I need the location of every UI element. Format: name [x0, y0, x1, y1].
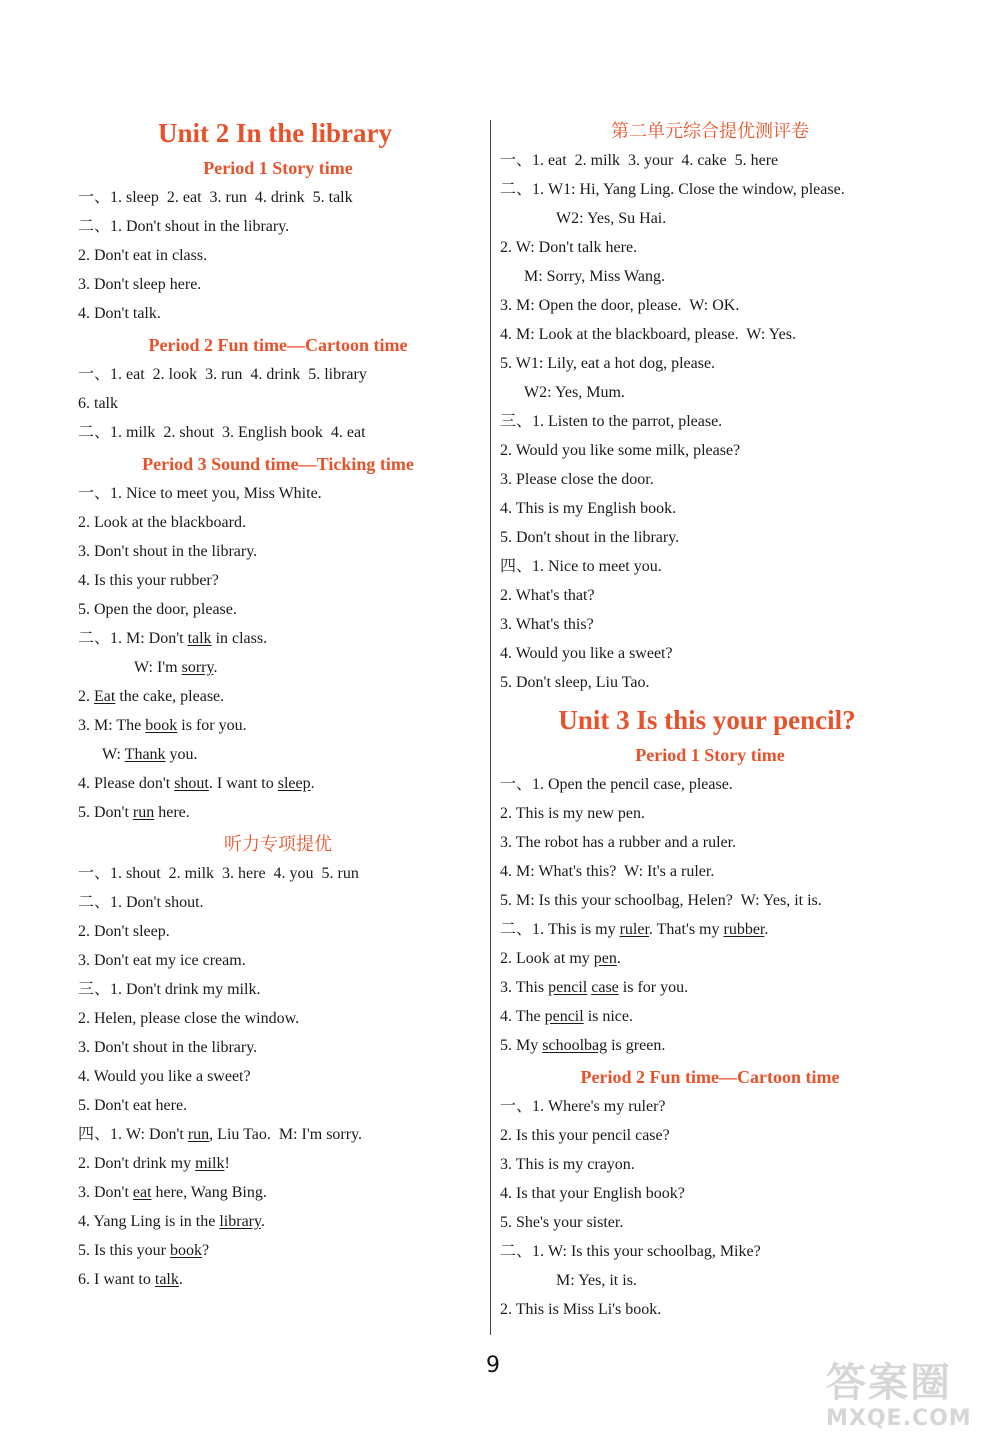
answer-line: 一、1. Nice to meet you, Miss White.: [78, 485, 322, 502]
underlined-answer: run: [187, 1126, 210, 1143]
answer-line: 6. talk: [78, 395, 118, 412]
answer-line: 3. Don't shout in the library.: [78, 543, 258, 560]
answer-line: 四、1. Nice to meet you.: [500, 558, 662, 575]
text: in class.: [211, 630, 268, 647]
text: .: [310, 775, 315, 792]
answer-line: 二、1. Don't shout in the library.: [78, 218, 290, 235]
unit-2-title: Unit 2 In the library: [157, 118, 392, 148]
answer-line: 5. She's your sister.: [500, 1214, 624, 1231]
answer-line: 4. M: Look at the blackboard, please. W: Yes.: [500, 326, 796, 343]
text: 4. Yang Ling is in the: [78, 1213, 220, 1230]
answer-line: [78, 1236, 478, 1265]
underlined-answer: talk: [187, 630, 212, 647]
answer-line: [500, 1031, 920, 1060]
answer-line: [500, 944, 920, 973]
underlined-answer: pen: [593, 950, 617, 967]
text: 二、1. This is my: [500, 921, 620, 938]
unit-3-title: Unit 3 Is this your pencil?: [558, 705, 856, 735]
watermark-cn: 答案圈: [826, 1360, 952, 1406]
answer-line: 2. Don't eat in class.: [78, 247, 208, 264]
answer-line: 4. Don't talk.: [78, 305, 161, 322]
text: 四、1. W: Don't: [78, 1126, 188, 1143]
answer-line: 二、1. W1: Hi, Yang Ling. Close the window, please.: [500, 181, 845, 198]
answer-line: [78, 1120, 478, 1149]
answer-line: [78, 798, 478, 827]
listening-section-title: 听力专项提优: [224, 834, 332, 855]
text: W: I'm: [134, 659, 182, 676]
answer-line: 3. This is my crayon.: [500, 1156, 635, 1173]
answer-line: 一、1. Where's my ruler?: [500, 1098, 666, 1115]
period-3-title: Period 3 Sound time—Ticking time: [142, 454, 414, 474]
answer-line: 2. This is my new pen.: [500, 805, 646, 822]
answer-line: 3. Don't shout in the library.: [78, 1039, 258, 1056]
answer-line: [78, 1149, 478, 1178]
underlined-answer: Thank: [124, 746, 166, 763]
right-column: [500, 117, 920, 1324]
answer-line: 2. Helen, please close the window.: [78, 1010, 300, 1027]
text: . I want to: [208, 775, 278, 792]
text: is for you.: [618, 979, 689, 996]
text: 3. This: [500, 979, 549, 996]
text: 2.: [78, 688, 94, 705]
page-number: 9: [486, 1353, 500, 1378]
underlined-answer: sorry: [181, 659, 214, 676]
answer-line: 3. The robot has a rubber and a ruler.: [500, 834, 737, 851]
answer-line: [78, 682, 478, 711]
underlined-answer: pencil: [548, 979, 588, 996]
answer-line: W2: Yes, Mum.: [524, 384, 625, 401]
answer-line: 二、1. milk 2. shout 3. English book 4. eat: [78, 424, 366, 441]
text: 3. M: The: [78, 717, 146, 734]
answer-line: 5. Don't sleep, Liu Tao.: [500, 674, 650, 691]
text: ?: [202, 1242, 210, 1259]
answer-line: 3. What's this?: [500, 616, 594, 633]
text: 4. Please don't: [78, 775, 175, 792]
answer-line: W2: Yes, Su Hai.: [556, 210, 667, 227]
column-divider: [490, 120, 491, 1335]
watermark-en: MXQE.COM: [826, 1406, 972, 1431]
text: is nice.: [583, 1008, 634, 1025]
period-2-title: Period 2 Fun time—Cartoon time: [148, 335, 408, 355]
underlined-answer: run: [132, 804, 155, 821]
answer-line: 一、1. shout 2. milk 3. here 4. you 5. run: [78, 865, 359, 882]
text: 2. Look at my: [500, 950, 594, 967]
text: 5. Don't: [78, 804, 133, 821]
underlined-answer: eat: [132, 1184, 152, 1201]
answer-line: [78, 740, 478, 769]
answer-line: 2. Is this your pencil case?: [500, 1127, 670, 1144]
text: !: [224, 1155, 230, 1172]
text: 5. Is this your: [78, 1242, 170, 1259]
answer-line: 5. Don't eat here.: [78, 1097, 188, 1114]
answer-line: 二、1. W: Is this your schoolbag, Mike?: [500, 1243, 761, 1260]
answer-line: 一、1. Open the pencil case, please.: [500, 776, 733, 793]
underlined-answer: pencil: [544, 1008, 584, 1025]
answer-line: [78, 624, 478, 653]
answer-line: [78, 1265, 478, 1294]
underlined-answer: schoolbag: [542, 1037, 608, 1054]
text: .: [616, 950, 621, 967]
text: the cake, please.: [115, 688, 225, 705]
answer-line: 一、1. eat 2. milk 3. your 4. cake 5. here: [500, 152, 779, 169]
text: 二、1. M: Don't: [78, 630, 188, 647]
unit-3-period-1-title: Period 1 Story time: [635, 745, 785, 765]
text: is green.: [607, 1037, 666, 1054]
unit-test-title: 第二单元综合提优测评卷: [611, 121, 809, 142]
text: . That's my: [648, 921, 724, 938]
text: here.: [154, 804, 190, 821]
text: 2. Don't drink my: [78, 1155, 196, 1172]
underlined-answer: milk: [195, 1155, 225, 1172]
answer-line: 二、1. Don't shout.: [78, 894, 204, 911]
answer-line: [78, 1178, 478, 1207]
text: here, Wang Bing.: [151, 1184, 267, 1201]
answer-line: [78, 1207, 478, 1236]
text: .: [260, 1213, 265, 1230]
text: you.: [165, 746, 198, 763]
answer-line: 4. Is that your English book?: [500, 1185, 685, 1202]
underlined-answer: Eat: [94, 688, 116, 705]
underlined-answer: case: [591, 979, 619, 996]
answer-line: 2. This is Miss Li's book.: [500, 1301, 662, 1318]
answer-line: 3. Please close the door.: [500, 471, 654, 488]
text: .: [213, 659, 218, 676]
underlined-answer: book: [145, 717, 178, 734]
watermark-logo: [826, 1360, 996, 1440]
text: .: [764, 921, 769, 938]
answer-line: 2. What's that?: [500, 587, 595, 604]
answer-line: 2. Would you like some milk, please?: [500, 442, 741, 459]
text: , Liu Tao. M: I'm sorry.: [209, 1126, 363, 1143]
answer-line: M: Yes, it is.: [556, 1272, 637, 1289]
answer-line: 4. Would you like a sweet?: [78, 1068, 251, 1085]
text: is for you.: [177, 717, 247, 734]
answer-line: 2. Don't sleep.: [78, 923, 170, 940]
text: 3. Don't: [78, 1184, 133, 1201]
answer-line: 4. Would you like a sweet?: [500, 645, 673, 662]
answer-line: 5. W1: Lily, eat a hot dog, please.: [500, 355, 716, 372]
answer-line: 4. M: What's this? W: It's a ruler.: [500, 863, 715, 880]
period-1-title: Period 1 Story time: [203, 158, 353, 178]
answer-line: 2. W: Don't talk here.: [500, 239, 638, 256]
underlined-answer: rubber: [723, 921, 765, 938]
underlined-answer: library: [219, 1213, 261, 1230]
answer-line: [78, 769, 478, 798]
underlined-answer: sleep: [277, 775, 311, 792]
answer-line: 4. This is my English book.: [500, 500, 677, 517]
underlined-answer: ruler: [619, 921, 649, 938]
text: 5. My: [500, 1037, 543, 1054]
answer-line: [500, 973, 920, 1002]
answer-line: 3. Don't sleep here.: [78, 276, 202, 293]
answer-line: 5. Don't shout in the library.: [500, 529, 680, 546]
text: .: [178, 1271, 183, 1288]
underlined-answer: shout: [174, 775, 209, 792]
unit-3-period-2-title: Period 2 Fun time—Cartoon time: [580, 1067, 840, 1087]
answer-line: 3. Don't eat my ice cream.: [78, 952, 246, 969]
answer-line: 4. Is this your rubber?: [78, 572, 219, 589]
answer-line: [78, 711, 478, 740]
text: 4. The: [500, 1008, 545, 1025]
answer-line: [78, 653, 478, 682]
text: 6. I want to: [78, 1271, 155, 1288]
underlined-answer: book: [170, 1242, 202, 1259]
answer-line: [500, 1002, 920, 1031]
answer-line: 三、1. Listen to the parrot, please.: [500, 413, 723, 430]
answer-line: [500, 915, 920, 944]
answer-line: 2. Look at the blackboard.: [78, 514, 246, 531]
answer-line: 三、1. Don't drink my milk.: [78, 981, 261, 998]
left-column: [78, 112, 478, 1294]
answer-line: 一、1. sleep 2. eat 3. run 4. drink 5. talk: [78, 189, 353, 206]
answer-line: 5. M: Is this your schoolbag, Helen? W: Yes, it is.: [500, 892, 822, 909]
answer-line: 3. M: Open the door, please. W: OK.: [500, 297, 740, 314]
answer-line: 5. Open the door, please.: [78, 601, 237, 618]
answer-line: M: Sorry, Miss Wang.: [524, 268, 665, 285]
answer-line: 一、1. eat 2. look 3. run 4. drink 5. library: [78, 366, 367, 383]
text: W:: [102, 746, 125, 763]
underlined-answer: talk: [154, 1271, 179, 1288]
